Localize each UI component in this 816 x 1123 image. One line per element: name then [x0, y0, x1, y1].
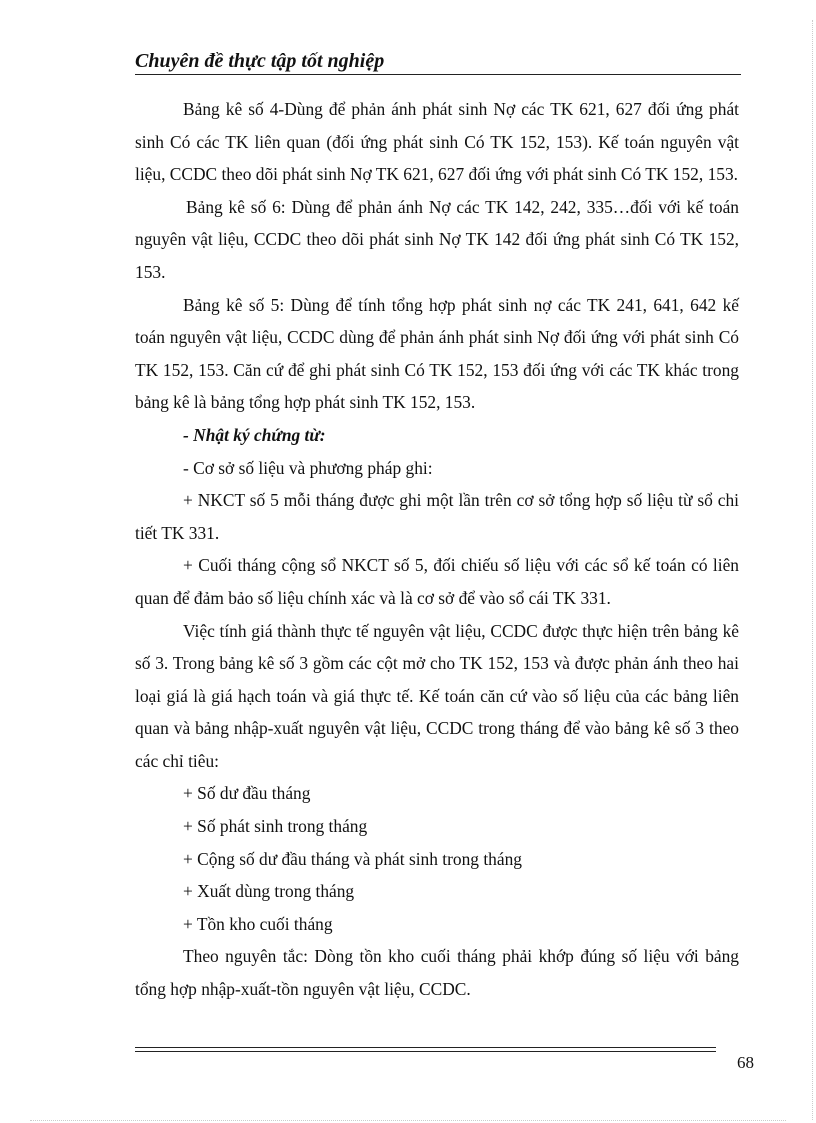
- paragraph-nguyen-tac: Theo nguyên tắc: Dòng tồn kho cuối tháng phải khớp đúng số liệu với bảng tổng hợp nhập-xuất-tồn nguyên vật liệu, CCDC.: [135, 946, 739, 1000]
- paragraph-bang-ke-6: Bảng kê số 6: Dùng để phản ánh Nợ các TK 142, 242, 335…đối với kế toán nguyên vật liệu, CCDC theo dõi phát sinh Nợ TK 142 đối ứng phát sinh Có TK 152, 153.: [135, 196, 739, 282]
- paragraph-bang-ke-5: Bảng kê số 5: Dùng để tính tổng hợp phát sinh nợ các TK 241, 641, 642 kế toán nguyên vật liệu, CCDC dùng để phản ánh phát sinh Nợ đối ứng với phát sinh Có TK 152, 153. Căn cứ để ghi phát sinh Có TK 152, 153 đối ứng với các TK khác trong bảng kê là bảng tổng hợp phát sinh TK 152, 153.: [135, 294, 739, 413]
- page-number: 68: [737, 1053, 754, 1072]
- footer-divider: [135, 1047, 716, 1048]
- paragraph-tinh-gia-thanh: Việc tính giá thành thực tế nguyên vật liệu, CCDC được thực hiện trên bảng kê số 3. Trong bảng kê số 3 gồm các cột mở cho TK 152, 153 và được phản ánh theo hai loại giá là giá hạch toán và giá thực tế. Kế toán căn cứ vào số liệu của các bảng liên quan và bảng nhập-xuất nguyên vật liệu, CCDC trong tháng để vào bảng kê số 3 theo các chỉ tiêu:: [135, 620, 739, 771]
- paragraph-cuoi-thang: + Cuối tháng cộng sổ NKCT số 5, đối chiếu số liệu với các sổ kế toán có liên quan để đảm bảo số liệu chính xác và là cơ sở để vào sổ cái TK 331.: [135, 555, 739, 608]
- list-item: + Cộng số dư đầu tháng và phát sinh trong tháng: [183, 848, 522, 869]
- paragraph-bang-ke-4: Bảng kê số 4-Dùng để phản ánh phát sinh Nợ các TK 621, 627 đối ứng phát sinh Có các TK liên quan (đối ứng phát sinh Có TK 152, 153). Kế toán nguyên vật liệu, CCDC theo dõi phát sinh Nợ TK 621, 627 đối ứng với phát sinh Có TK 152, 153.: [135, 99, 739, 185]
- page-edge-right: [812, 20, 813, 1120]
- list-item: + Số phát sinh trong tháng: [183, 816, 368, 837]
- paragraph-nkct-5: + NKCT số 5 mỗi tháng được ghi một lần trên cơ sở tổng hợp số liệu từ sổ chi tiết TK 331.: [135, 490, 739, 543]
- page-edge-bottom: [30, 1120, 786, 1121]
- list-item: + Tồn kho cuối tháng: [183, 913, 333, 934]
- paragraph-co-so-so-lieu: - Cơ sở số liệu và phương pháp ghi:: [183, 457, 433, 478]
- page-body: [135, 93, 739, 1006]
- list-item: + Xuất dùng trong tháng: [183, 881, 355, 902]
- footer-divider: [135, 1051, 716, 1052]
- page-header: Chuyên đề thực tập tốt nghiệp: [135, 48, 741, 75]
- section-heading-nhat-ky: - Nhật ký chứng từ:: [183, 424, 326, 445]
- list-item: + Số dư đầu tháng: [183, 783, 311, 804]
